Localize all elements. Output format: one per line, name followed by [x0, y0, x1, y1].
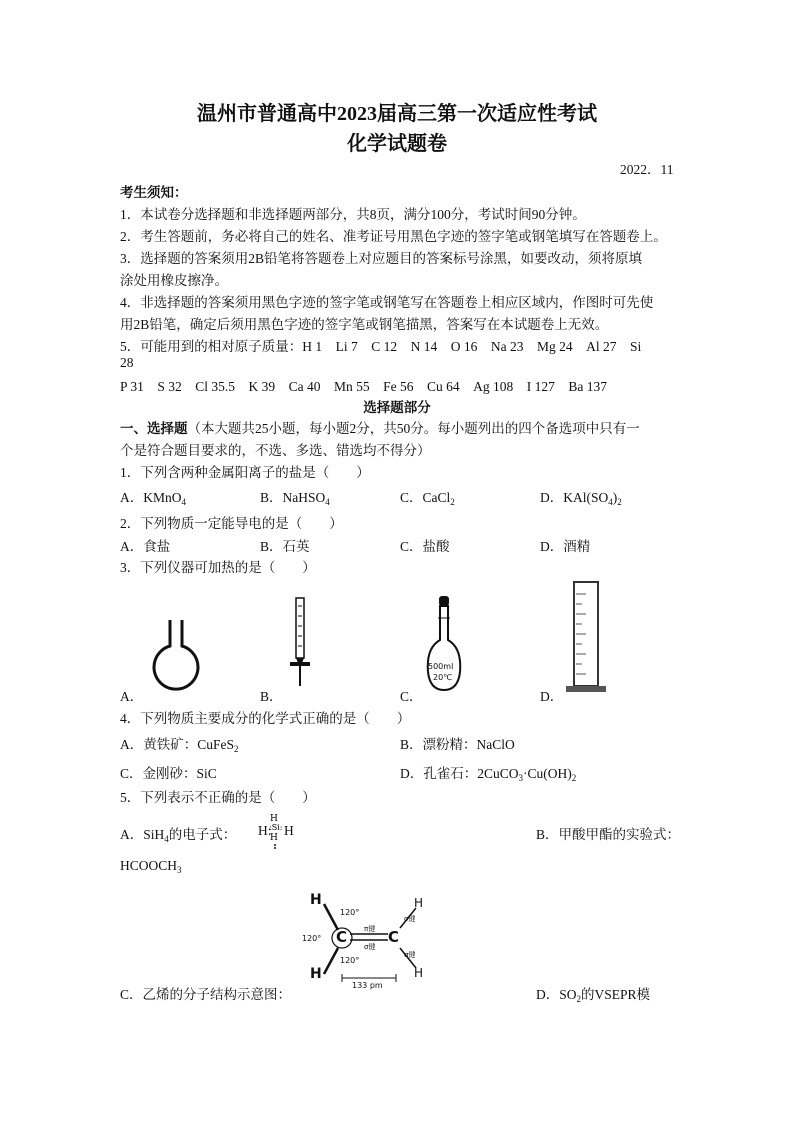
q4-option-b: B．漂粉精：NaClO [400, 737, 515, 752]
q5-b-formula-text: HCOOCH [120, 858, 178, 873]
q5-option-d [536, 983, 650, 1003]
q3-option-c: C． [400, 689, 423, 704]
q1-d-sub2: 2 [617, 497, 622, 507]
q4-a-sub: 2 [234, 744, 239, 754]
notice-line: 1．本试卷分选择题和非选择题两部分，共8页，满分100分，考试时间90分钟。 [120, 207, 586, 222]
notice-line: 用2B铅笔，确定后须用黑色字迹的签字笔或钢笔描黑，答案写在本试题卷上无效。 [120, 317, 609, 332]
section-heading-line2: 个是符合题目要求的，不选、多选、错选均不得分） [120, 443, 431, 458]
q5-d-text: D．SO [536, 987, 577, 1002]
q1-a-label: A． [120, 490, 144, 505]
notice-line: 28 [120, 355, 134, 370]
burette-image [286, 596, 316, 690]
q1-option-c [400, 486, 455, 506]
q1-b-sub: 4 [325, 497, 330, 507]
flask-label-temperature: 20℃ [433, 673, 453, 682]
q5-b-sub: 3 [177, 865, 182, 875]
q4-option-c: C．金刚砂：SiC [120, 766, 217, 781]
notice-line: 2．考生答题前，务必将自己的姓名、准考证号用黑色字迹的签字笔或钢笔填写在答题卷上。 [120, 229, 667, 244]
notice-line: 涂处用橡皮擦净。 [120, 273, 228, 288]
q5-a-sub: 4 [164, 834, 169, 844]
exam-title: 温州市普通高中2023届高三第一次适应性考试 [197, 103, 597, 125]
notice-line: 3．选择题的答案须用2B铅笔将答题卷上对应题目的答案标号涂黑，如要改动，须将原填 [120, 251, 643, 266]
svg-text::Si:: :Si: [269, 823, 282, 832]
q3-stem: 3．下列仪器可加热的是（ ） [120, 560, 316, 575]
q5-d-sub: 2 [576, 994, 582, 1004]
sigma-bond-label: σ键 [364, 943, 376, 951]
q2-stem: 2．下列物质一定能导电的是（ ） [120, 516, 343, 531]
q1-c-formula: CaCl [422, 490, 451, 505]
sih4-electron-formula-right: H [284, 823, 294, 838]
q5-b-formula [120, 858, 182, 874]
q1-c-sub: 2 [450, 497, 455, 507]
section-heading-bold: 一、选择题 [120, 421, 188, 436]
q2-option-c: C．盐酸 [400, 539, 450, 554]
svg-text:H: H [270, 814, 278, 824]
q1-b-formula: NaHSO [282, 490, 326, 505]
q1-d-paren: (SO [586, 490, 609, 505]
q5-d-rest: 的VSEPR模 [581, 987, 651, 1002]
sigma-bond-label: σ键 [404, 915, 416, 923]
sih4-electron-formula-left: H: [258, 823, 272, 838]
sih4-electron-dots-image [268, 812, 282, 852]
q3-option-b: B． [260, 689, 283, 704]
q1-d-formula: KAl [563, 490, 587, 505]
q5-option-a [120, 823, 236, 843]
bond-length-label: 133 pm [352, 981, 383, 990]
flask-label-volume: 500ml [428, 662, 454, 671]
atom-c: C [388, 928, 400, 946]
ethylene-structure-diagram [300, 890, 440, 995]
exam-date: 2022．11 [620, 162, 674, 177]
notice-line: P 31 S 32 Cl 35.5 K 39 Ca 40 Mn 55 Fe 56 Cu 64 Ag 108 I 127 Ba 137 [120, 379, 608, 394]
q3-option-a: A． [120, 689, 144, 704]
bond-angle-label: 120° [302, 934, 322, 943]
q4-d-text: D．孔雀石：2CuCO [400, 766, 519, 781]
q5-a-text: A．SiH [120, 827, 165, 842]
q2-option-b: B．石英 [260, 539, 310, 554]
notice-line: 4．非选择题的答案须用黑色字迹的签字笔或钢笔写在答题卷上相应区域内，作图时可先使 [120, 295, 654, 310]
q2-option-d: D．酒精 [540, 539, 591, 554]
q4-d-sub1: 3 [518, 773, 524, 783]
q4-stem: 4．下列物质主要成分的化学式正确的是（ ） [120, 711, 411, 726]
atom-h: H [414, 896, 424, 910]
q1-b-label: B． [260, 490, 283, 505]
section-heading-rest: （本大题共25小题，每小题2分，共50分。每小题列出的四个备选项中只有一 [187, 421, 640, 436]
atom-c: C [336, 928, 348, 946]
q1-option-d [540, 486, 622, 506]
notice-heading: 考生须知： [120, 185, 188, 200]
sigma-bond-label: σ键 [404, 951, 416, 959]
atom-h: H [310, 966, 322, 982]
q1-a-sub: 4 [181, 497, 187, 507]
q1-option-b [260, 486, 330, 506]
section-heading [120, 417, 640, 437]
q4-d-sub2: 2 [571, 773, 577, 783]
q1-d-sub: 4 [608, 497, 613, 507]
q5-option-b: B．甲酸甲酯的实验式： [536, 827, 681, 842]
q1-d-label: D． [540, 490, 564, 505]
q3-option-d: D． [540, 689, 564, 704]
q4-option-a [120, 733, 239, 753]
pi-bond-label: π键 [364, 925, 376, 933]
q2-option-a: A．食盐 [120, 539, 171, 554]
q1-c-label: C． [400, 490, 423, 505]
q4-a-text: A．黄铁矿：CuFeS [120, 737, 235, 752]
bond-angle-label: 120° [340, 956, 360, 965]
q1-option-a [120, 486, 186, 506]
bond-angle-label: 120° [340, 908, 360, 917]
q1-d-close: ) [612, 490, 618, 505]
exam-subtitle: 化学试题卷 [347, 133, 447, 155]
q4-option-d [400, 762, 576, 782]
q5-stem: 5．下列表示不正确的是（ ） [120, 790, 316, 805]
notice-line: 5．可能用到的相对原子质量：H 1 Li 7 C 12 N 14 O 16 Na 23 Mg 24 Al 27 Si [120, 339, 642, 354]
q5-option-c: C．乙烯的分子结构示意图： [120, 987, 292, 1002]
q5-a-rest: 的电子式： [168, 827, 237, 842]
q4-d-mid: ·Cu [523, 766, 544, 781]
atom-h: H [414, 966, 424, 980]
section-title: 选择题部分 [363, 400, 431, 415]
q1-stem: 1．下列含两种金属阳离子的盐是（ ） [120, 465, 370, 480]
q1-a-formula: KMnO [143, 490, 182, 505]
q4-d-paren: (OH) [543, 766, 572, 781]
atom-h: H [310, 892, 322, 908]
round-bottom-flask-image [150, 618, 202, 696]
svg-text:H: H [270, 833, 278, 843]
graduated-cylinder-image [562, 580, 612, 696]
